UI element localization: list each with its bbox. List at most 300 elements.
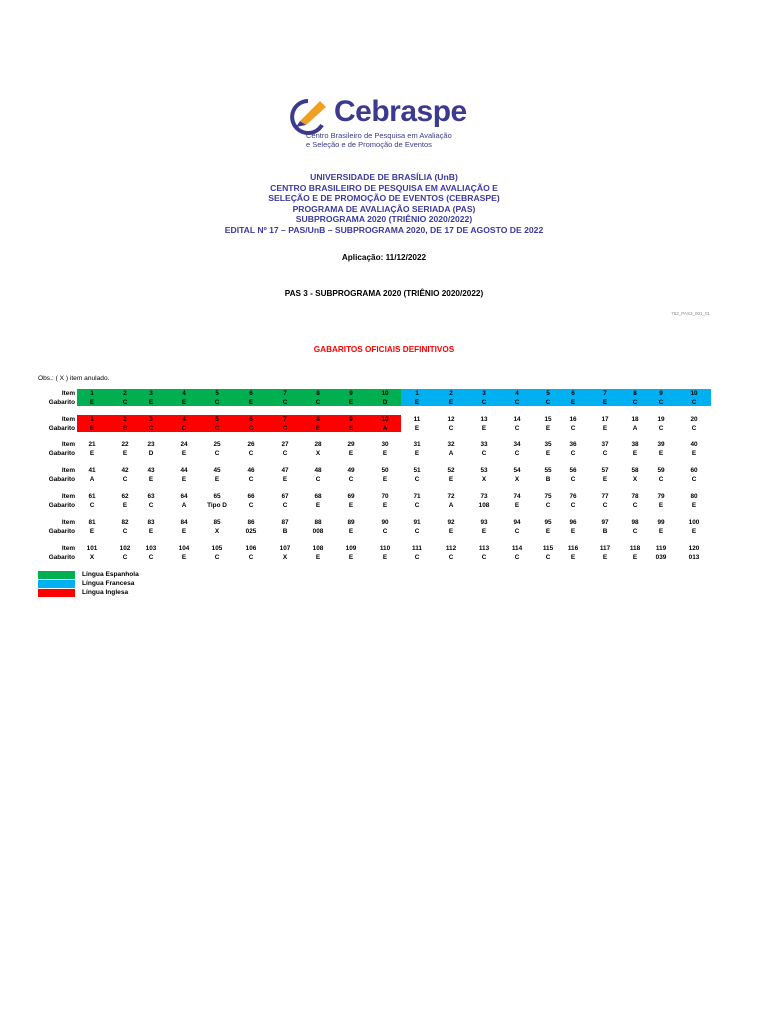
item-number: 76 (569, 493, 577, 500)
item-answer: C (514, 449, 520, 457)
item-answer: E (148, 398, 154, 406)
item-answer: C (122, 553, 128, 561)
item-answer: C (414, 501, 420, 509)
answer-cell (75, 493, 109, 510)
item-number: 91 (413, 519, 421, 526)
item-answer: E (148, 475, 154, 483)
item-answer: E (122, 424, 128, 432)
item-answer: X (315, 449, 321, 457)
answer-cell (75, 467, 109, 484)
item-answer: E (282, 475, 288, 483)
legend-swatch (38, 580, 75, 588)
item-number: 33 (480, 441, 488, 448)
item-number: 103 (145, 545, 157, 552)
item-answer: E (382, 553, 388, 561)
answer-cell (500, 441, 534, 458)
answer-cell (677, 390, 711, 407)
item-answer: E (545, 424, 551, 432)
item-answer: E (448, 398, 454, 406)
item-answer: C (122, 398, 128, 406)
answer-cell (167, 416, 201, 433)
item-answer: C (214, 449, 220, 457)
item-answer: E (414, 449, 420, 457)
item-number: 60 (690, 467, 698, 474)
answer-cell (556, 441, 590, 458)
answer-cell (334, 545, 368, 562)
document-code: 762_PAS3_001_01 (671, 311, 710, 316)
answer-cell (167, 519, 201, 536)
item-number: 70 (381, 493, 389, 500)
gabarito-label: Gabarito (48, 501, 75, 509)
answer-cell (368, 390, 402, 407)
answer-cell (588, 390, 622, 407)
item-number: 118 (629, 545, 641, 552)
item-number: 46 (247, 467, 255, 474)
item-number: 4 (182, 416, 186, 423)
item-answer: C (89, 501, 95, 509)
item-number: 35 (544, 441, 552, 448)
answer-cell (368, 467, 402, 484)
item-number: 112 (445, 545, 457, 552)
item-number: 67 (281, 493, 289, 500)
item-answer: C (214, 553, 220, 561)
item-answer: E (248, 398, 254, 406)
item-answer: C (632, 501, 638, 509)
item-answer: X (481, 475, 487, 483)
item-answer: C (691, 424, 697, 432)
item-number: 14 (513, 416, 521, 423)
row-labels (38, 545, 75, 562)
item-number: 73 (480, 493, 488, 500)
item-answer: C (602, 449, 608, 457)
answer-cell (301, 467, 335, 484)
answer-cell (677, 545, 711, 562)
legend-label: Língua Inglesa (82, 589, 129, 596)
item-number: 29 (347, 441, 355, 448)
answer-cell (434, 441, 468, 458)
answer-cell (200, 416, 234, 433)
item-answer: A (181, 501, 187, 509)
item-label: Item (61, 416, 75, 423)
item-number: 115 (542, 545, 554, 552)
item-number: 31 (413, 441, 421, 448)
item-answer: A (89, 475, 95, 483)
answer-cell (134, 519, 168, 536)
item-answer: E (214, 475, 220, 483)
item-answer: E (602, 475, 608, 483)
item-answer: A (382, 424, 388, 432)
item-answer: 025 (245, 527, 257, 535)
item-number: 21 (88, 441, 96, 448)
item-label: Item (61, 467, 75, 474)
item-answer: E (315, 553, 321, 561)
item-answer: E (89, 398, 95, 406)
answer-cell (434, 416, 468, 433)
item-answer: E (315, 501, 321, 509)
item-answer: C (658, 475, 664, 483)
answer-cell (234, 545, 268, 562)
answer-cell (400, 493, 434, 510)
item-label: Item (61, 545, 75, 552)
item-number: 93 (480, 519, 488, 526)
item-answer: C (658, 424, 664, 432)
item-number: 61 (88, 493, 96, 500)
answer-cell (234, 441, 268, 458)
observation-note: Obs.: ( X ) item anulado. (38, 375, 110, 382)
item-answer: C (282, 501, 288, 509)
item-answer: E (632, 449, 638, 457)
item-number: 84 (180, 519, 188, 526)
item-number: 44 (180, 467, 188, 474)
item-answer: E (315, 424, 321, 432)
item-number: 6 (571, 390, 575, 397)
item-answer: C (382, 527, 388, 535)
item-answer: C (481, 553, 487, 561)
answer-cell (588, 493, 622, 510)
item-answer: C (514, 527, 520, 535)
item-answer: E (148, 527, 154, 535)
answer-cell (467, 390, 501, 407)
answer-cell (400, 441, 434, 458)
answer-cell (301, 441, 335, 458)
item-number: 10 (381, 416, 389, 423)
gabarito-label: Gabarito (48, 553, 75, 561)
answer-cell (301, 519, 335, 536)
item-number: 9 (349, 416, 353, 423)
item-number: 80 (690, 493, 698, 500)
answer-cell (588, 519, 622, 536)
item-answer: E (89, 424, 95, 432)
item-answer: E (691, 527, 697, 535)
item-number: 47 (281, 467, 289, 474)
answer-cell (200, 390, 234, 407)
item-answer: E (570, 527, 576, 535)
item-answer: C (414, 527, 420, 535)
answer-cell (334, 441, 368, 458)
item-answer: E (602, 398, 608, 406)
answer-cell (334, 493, 368, 510)
item-answer: E (181, 553, 187, 561)
answer-cell (588, 467, 622, 484)
item-answer: E (481, 527, 487, 535)
answer-cell (368, 493, 402, 510)
item-number: 25 (213, 441, 221, 448)
answer-cell (134, 416, 168, 433)
answer-cell (134, 467, 168, 484)
answer-cell (556, 545, 590, 562)
cebraspe-logo (286, 95, 486, 155)
item-answer: C (214, 398, 220, 406)
answer-cell (75, 416, 109, 433)
item-number: 66 (247, 493, 255, 500)
item-answer: E (481, 424, 487, 432)
answer-cell (75, 441, 109, 458)
header-line: EDITAL Nº 17 – PAS/UnB – SUBPROGRAMA 2020, DE 17 DE AGOSTO DE 2022 (224, 224, 544, 235)
item-number: 90 (381, 519, 389, 526)
document-header (0, 172, 768, 236)
answer-cell (500, 519, 534, 536)
item-answer: C (248, 449, 254, 457)
item-number: 87 (281, 519, 289, 526)
item-answer: E (348, 398, 354, 406)
legend-swatch (38, 589, 75, 597)
item-answer: C (448, 424, 454, 432)
item-number: 3 (482, 390, 486, 397)
answer-cell (400, 545, 434, 562)
item-number: 43 (147, 467, 155, 474)
item-answer: C (570, 475, 576, 483)
item-answer: E (382, 449, 388, 457)
item-number: 15 (544, 416, 552, 423)
answer-cell (268, 416, 302, 433)
item-answer: C (148, 553, 154, 561)
item-answer: C (514, 424, 520, 432)
item-number: 1 (90, 390, 94, 397)
item-label: Item (61, 390, 75, 397)
item-answer: E (414, 424, 420, 432)
item-answer: E (691, 501, 697, 509)
answer-cell (368, 519, 402, 536)
answer-cell (167, 545, 201, 562)
item-number: 45 (213, 467, 221, 474)
item-number: 55 (544, 467, 552, 474)
item-number: 20 (690, 416, 698, 423)
item-answer: E (382, 475, 388, 483)
answer-cell (334, 519, 368, 536)
item-number: 108 (312, 545, 324, 552)
item-number: 8 (316, 416, 320, 423)
item-answer: E (348, 527, 354, 535)
item-number: 65 (213, 493, 221, 500)
answer-cell (644, 545, 678, 562)
brand-subtitle-line2: e Seleção e de Promoção de Eventos (306, 140, 432, 149)
item-answer: E (632, 553, 638, 561)
answer-cell (677, 519, 711, 536)
answer-cell (334, 467, 368, 484)
item-number: 79 (657, 493, 665, 500)
item-answer: C (348, 475, 354, 483)
item-answer: E (602, 424, 608, 432)
header-line: SUBPROGRAMA 2020 (TRIÊNIO 2020/2022) (295, 214, 473, 225)
item-number: 30 (381, 441, 389, 448)
answer-cell (200, 441, 234, 458)
item-answer: D (382, 398, 388, 406)
item-answer: X (89, 553, 95, 561)
answer-cell (268, 545, 302, 562)
item-answer: C (282, 424, 288, 432)
item-answer: E (658, 449, 664, 457)
answer-cell (556, 390, 590, 407)
item-number: 88 (314, 519, 322, 526)
item-number: 82 (121, 519, 129, 526)
item-answer: E (545, 527, 551, 535)
item-number: 48 (314, 467, 322, 474)
item-number: 6 (249, 416, 253, 423)
item-answer: C (148, 501, 154, 509)
item-answer: C (122, 527, 128, 535)
item-number: 5 (215, 416, 219, 423)
item-number: 19 (657, 416, 665, 423)
item-answer: X (282, 553, 288, 561)
answer-cell (644, 390, 678, 407)
item-label: Item (61, 519, 75, 526)
item-answer: E (691, 449, 697, 457)
header-line: UNIVERSIDADE DE BRASÍLIA (UnB) (310, 172, 458, 182)
item-answer: C (315, 475, 321, 483)
item-answer: C (570, 424, 576, 432)
item-number: 11 (413, 416, 421, 423)
item-answer: A (448, 449, 454, 457)
item-answer: C (414, 475, 420, 483)
item-answer: E (181, 475, 187, 483)
item-number: 36 (569, 441, 577, 448)
item-number: 5 (215, 390, 219, 397)
answer-key-title: GABARITOS OFICIAIS DEFINITIVOS (313, 345, 455, 354)
item-number: 119 (655, 545, 667, 552)
answer-cell (167, 390, 201, 407)
answer-cell (467, 441, 501, 458)
item-answer: E (181, 449, 187, 457)
item-answer: 008 (312, 527, 324, 535)
answer-cell (134, 545, 168, 562)
answer-cell (167, 467, 201, 484)
item-answer: D (148, 449, 154, 457)
item-answer: B (602, 527, 608, 535)
item-answer: E (122, 501, 128, 509)
brand-name: Cebraspe (334, 95, 467, 128)
answer-cell (234, 493, 268, 510)
item-answer: E (348, 424, 354, 432)
item-answer: E (602, 553, 608, 561)
item-number: 8 (316, 390, 320, 397)
item-answer: E (570, 398, 576, 406)
answer-cell (500, 467, 534, 484)
item-answer: C (632, 527, 638, 535)
item-answer: C (248, 553, 254, 561)
item-number: 5 (546, 390, 550, 397)
answer-cell (588, 416, 622, 433)
item-label: Item (61, 493, 75, 500)
item-answer: C (214, 424, 220, 432)
item-number: 10 (381, 390, 389, 397)
gabarito-label: Gabarito (48, 398, 75, 406)
legend-label: Língua Espanhola (82, 571, 139, 578)
answer-cell (368, 545, 402, 562)
row-labels (38, 467, 75, 484)
application-date: Aplicação: 11/12/2022 (341, 253, 427, 262)
item-number: 92 (447, 519, 455, 526)
item-number: 110 (379, 545, 391, 552)
item-number: 64 (180, 493, 188, 500)
item-number: 99 (657, 519, 665, 526)
item-answer: C (181, 424, 187, 432)
item-answer: X (632, 475, 638, 483)
item-number: 113 (478, 545, 490, 552)
item-answer: E (181, 527, 187, 535)
gabarito-label: Gabarito (48, 449, 75, 457)
item-answer: C (148, 424, 154, 432)
item-answer: E (514, 501, 520, 509)
item-number: 38 (631, 441, 639, 448)
item-number: 6 (249, 390, 253, 397)
item-number: 9 (349, 390, 353, 397)
item-number: 116 (567, 545, 579, 552)
item-number: 34 (513, 441, 521, 448)
item-answer: E (348, 553, 354, 561)
item-number: 10 (690, 390, 698, 397)
item-number: 109 (345, 545, 357, 552)
gabarito-label: Gabarito (48, 527, 75, 535)
item-number: 68 (314, 493, 322, 500)
answer-cell (334, 390, 368, 407)
row-labels (38, 441, 75, 458)
item-number: 94 (513, 519, 521, 526)
answer-cell (434, 545, 468, 562)
item-number: 8 (633, 390, 637, 397)
item-number: 39 (657, 441, 665, 448)
item-answer: C (282, 449, 288, 457)
item-number: 9 (659, 390, 663, 397)
row-labels (38, 416, 75, 433)
header-line: CENTRO BRASILEIRO DE PESQUISA EM AVALIAÇÃO E (270, 182, 498, 193)
item-number: 27 (281, 441, 289, 448)
item-answer: C (248, 501, 254, 509)
item-answer: C (448, 553, 454, 561)
item-number: 77 (601, 493, 609, 500)
item-label: Item (61, 441, 75, 448)
item-number: 57 (601, 467, 609, 474)
item-answer: C (658, 398, 664, 406)
item-number: 97 (601, 519, 609, 526)
answer-cell (467, 416, 501, 433)
item-number: 56 (569, 467, 577, 474)
item-answer: E (448, 527, 454, 535)
item-number: 51 (413, 467, 421, 474)
item-answer: C (514, 553, 520, 561)
item-number: 101 (86, 545, 98, 552)
item-answer: C (691, 475, 697, 483)
item-number: 53 (480, 467, 488, 474)
item-number: 3 (149, 390, 153, 397)
answer-cell (467, 519, 501, 536)
row-labels (38, 519, 75, 536)
answer-cell (301, 493, 335, 510)
item-number: 1 (415, 390, 419, 397)
answer-cell (134, 441, 168, 458)
item-number: 22 (121, 441, 129, 448)
item-answer: C (514, 398, 520, 406)
answer-cell (200, 493, 234, 510)
item-number: 13 (480, 416, 488, 423)
item-answer: E (89, 449, 95, 457)
item-number: 58 (631, 467, 639, 474)
item-number: 41 (88, 467, 96, 474)
item-number: 74 (513, 493, 521, 500)
item-number: 50 (381, 467, 389, 474)
gabarito-label: Gabarito (48, 424, 75, 432)
item-number: 78 (631, 493, 639, 500)
answer-cell (644, 467, 678, 484)
answer-cell (434, 390, 468, 407)
item-answer: E (448, 475, 454, 483)
answer-cell (677, 493, 711, 510)
item-answer: E (658, 527, 664, 535)
answer-cell (467, 493, 501, 510)
item-answer: E (122, 449, 128, 457)
item-number: 83 (147, 519, 155, 526)
item-number: 24 (180, 441, 188, 448)
item-number: 106 (245, 545, 257, 552)
